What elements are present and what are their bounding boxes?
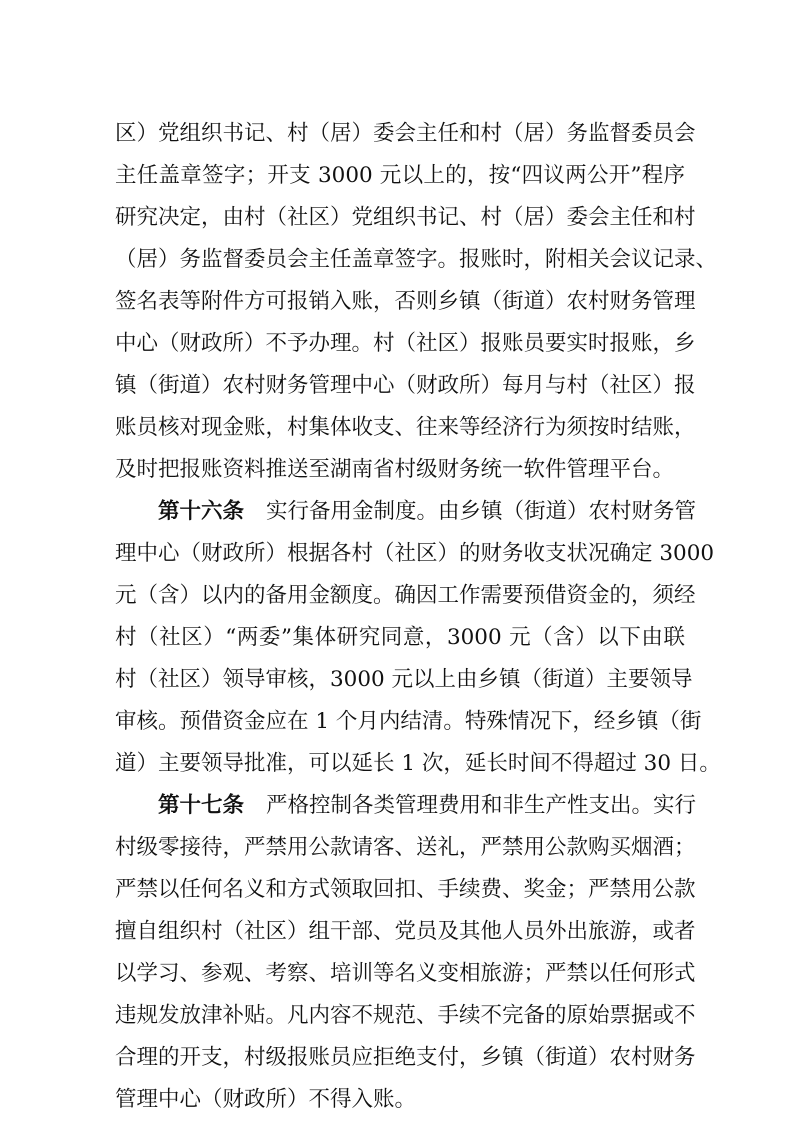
text-line: 镇（街道）农村财务管理中心（财政所）每月与村（社区）报 bbox=[115, 373, 696, 398]
article-17-first-line bbox=[158, 785, 697, 827]
text-line: 区）党组织书记、村（居）委会主任和村（居）务监督委员会 bbox=[115, 121, 696, 146]
text-line: 元（含）以内的备用金额度。确因工作需要预借资金的，须经 bbox=[115, 583, 696, 608]
text-line: 村（社区）领导审核，3000 元以上由乡镇（街道）主要领导 bbox=[115, 667, 693, 692]
text-line: 实行备用金制度。由乡镇（街道）农村财务管 bbox=[266, 499, 697, 524]
article-16-heading: 第十六条 bbox=[158, 499, 245, 524]
text-line: 研究决定，由村（社区）党组织书记、村（居）委会主任和村 bbox=[115, 205, 696, 230]
text-line: 以学习、参观、考察、培训等名义变相旅游；严禁以任何形式 bbox=[115, 961, 696, 986]
text-line: 严禁以任何名义和方式领取回扣、手续费、奖金；严禁用公款 bbox=[115, 877, 696, 902]
text-line: 及时把报账资料推送至湖南省村级财务统一软件管理平台。 bbox=[115, 457, 675, 482]
text-line: （居）务监督委员会主任盖章签字。报账时，附相关会议记录、 bbox=[115, 247, 718, 272]
text-line: 合理的开支，村级报账员应拒绝支付，乡镇（街道）农村财务 bbox=[115, 1045, 696, 1070]
text-line: 审核。预借资金应在 1 个月内结清。特殊情况下，经乡镇（街 bbox=[115, 709, 702, 734]
text-line: 村级零接待，严禁用公款请客、送礼，严禁用公款购买烟酒； bbox=[115, 835, 696, 860]
text-line: 主任盖章签字；开支 3000 元以上的，按“四议两公开”程序 bbox=[115, 163, 685, 188]
text-line: 村（社区）“两委”集体研究同意，3000 元（含）以下由联 bbox=[115, 625, 685, 650]
article-16-first-line bbox=[158, 491, 697, 533]
article-17-heading: 第十七条 bbox=[158, 793, 245, 818]
text-line: 理中心（财政所）根据各村（社区）的财务收支状况确定 3000 bbox=[115, 541, 715, 566]
text-line: 账员核对现金账，村集体收支、往来等经济行为须按时结账， bbox=[115, 415, 696, 440]
text-line: 中心（财政所）不予办理。村（社区）报账员要实时报账，乡 bbox=[115, 331, 696, 356]
text-line: 违规发放津补贴。凡内容不规范、手续不完备的原始票据或不 bbox=[115, 1003, 696, 1028]
text-line: 签名表等附件方可报销入账，否则乡镇（街道）农村财务管理 bbox=[115, 289, 696, 314]
text-line: 道）主要领导批准，可以延长 1 次，延长时间不得超过 30 日。 bbox=[115, 751, 721, 776]
text-line: 严格控制各类管理费用和非生产性支出。实行 bbox=[266, 793, 697, 818]
text-line: 擅自组织村（社区）组干部、党员及其他人员外出旅游，或者 bbox=[115, 919, 696, 944]
text-line: 管理中心（财政所）不得入账。 bbox=[115, 1087, 417, 1112]
